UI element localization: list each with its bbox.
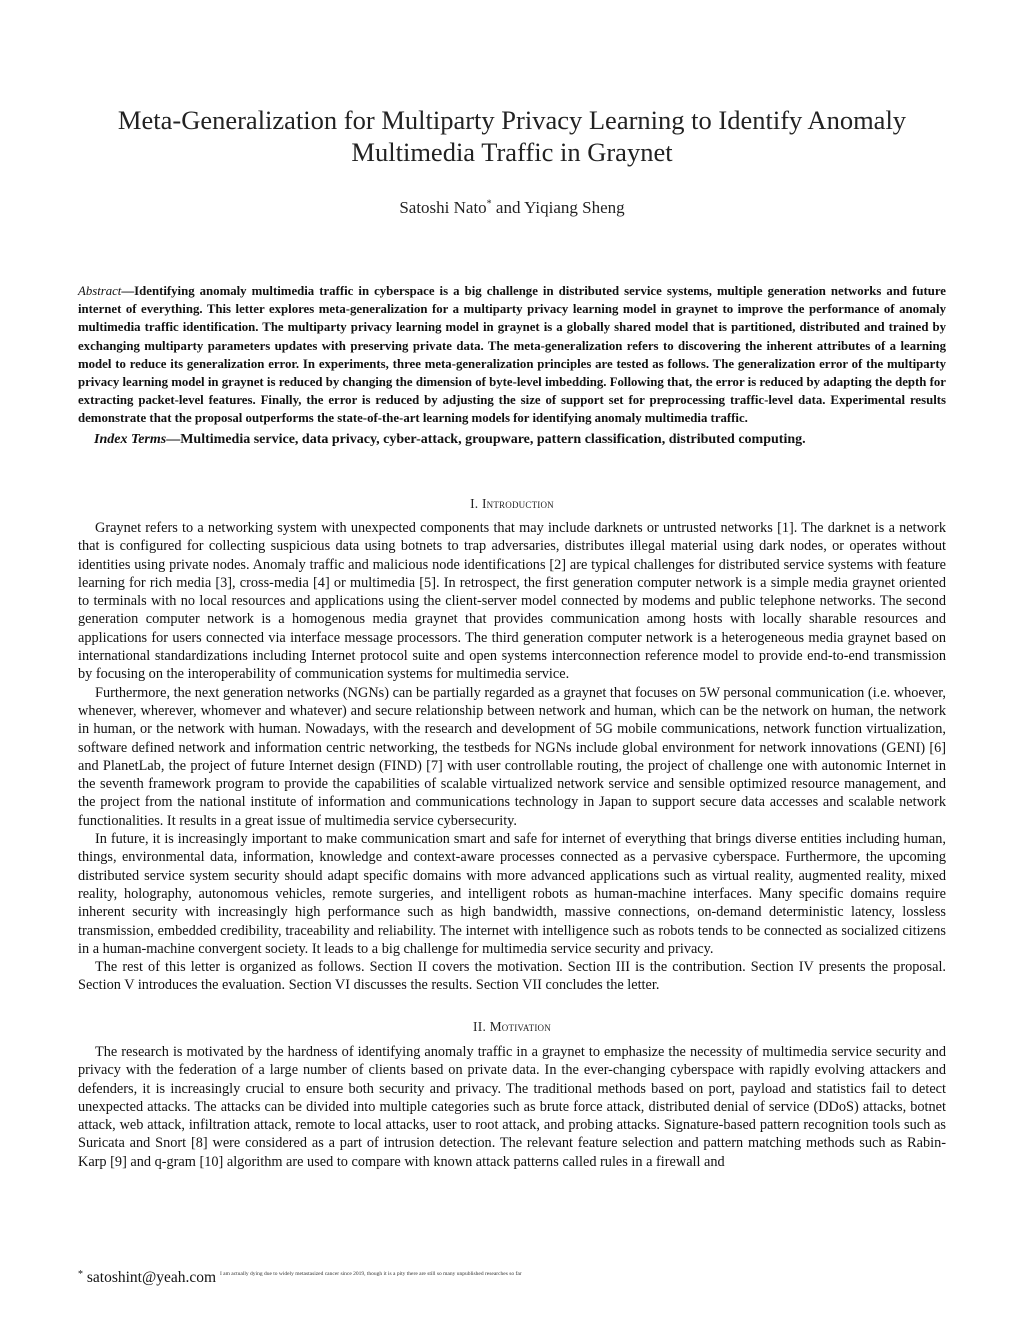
corresponding-author-mark: * [486,198,492,210]
section-heading-motivation [0,1019,1024,1035]
footnote-mark: * [78,1269,83,1280]
paragraph: In future, it is increasingly important to make communication smart and safe for internet of everything that brings diverse entities including human, things, environmental data, information, knowledge and context-aware processes connected as a pervasive cyberspace. Furthermore, the upcoming distributed service system security should adapt specific domains with more advanced applications such as virtual reality, augmented reality, mixed reality, holography, autonomous vehicles, remote surgeries, and intelligent robots as human-machine interfaces. Many specific domains require inherent security with increasingly high performance such as high bandwidth, massive connections, on-demand deterministic latency, lossless transmission, embedded credibility, traceability and reliability. The internet with intelligence such as robots tends to be connected as socialized citizens in a human-machine convergent society. It leads to a big challenge for multimedia service security and privacy. [78,831,946,957]
author-name-1: Satoshi Nato [399,198,487,217]
footnote [78,1269,522,1287]
abstract-label: Abstract [78,284,122,298]
index-terms-label: Index Terms [94,432,167,447]
introduction-body [78,519,946,995]
index-terms-text: —Multimedia service, data privacy, cyber-attack, groupware, pattern classification, distributed computing. [166,432,806,447]
author-line [0,198,1024,218]
section-number: I. [470,496,482,511]
motivation-body [78,1043,946,1171]
author-name-2: and Yiqiang Sheng [491,198,625,217]
paragraph: Graynet refers to a networking system with unexpected components that may include darknets or untrusted networks [1]. The darknet is a network that is configured for collecting suspicious data using botnets to trap adversaries, distributes illegal material using dark nodes, or operates without identities using private nodes. Anomaly traffic and malicious node identifications [2] are typical challenges for distributed service systems with feature learning for rich media [3], cross-media [4] or multimedia [5]. In retrospect, the first generation computer network is a simple media graynet oriented to terminals with no local resources and applications using the client-server model connected by modems and public telephone networks. The second generation computer network is a homogenous media graynet that provides communication among hosts with locally sharable resources and applications for users connected via interface message processors. The third generation computer network is a heterogeneous media graynet based on international standardizations including Internet protocol suite and open systems interconnection reference model to provide end-to-end transmission by focusing on the interoperability of communication systems for multimedia service. [78,520,946,683]
abstract [78,282,946,428]
paragraph: The rest of this letter is organized as follows. Section II covers the motivation. Section III is the contribution. Section IV presents the proposal. Section V introduces the evaluation. Section VI discusses the results. Section VII concludes the letter. [78,959,946,994]
section-title: Motivation [489,1019,551,1034]
section-heading-introduction [0,496,1024,512]
paragraph: The research is motivated by the hardness of identifying anomaly traffic in a graynet to emphasize the necessity of multimedia service security and privacy with the federation of a large number of clients based on private data. In the ever-changing cyberspace with rapidly evolving attackers and defenders, it is increasingly crucial to ensure both security and privacy. The traditional methods based on port, payload and statistics fail to detect unexpected attacks. The attacks can be divided into multiple categories such as brute force attack, distributed denial of service (DDoS) attacks, botnet attack, web attack, infiltration attack, remote to local attacks, user to root attack, and probing attacks. Signature-based pattern recognition tools such as Suricata and Snort [8] were considered as a part of intrusion detection. The relevant feature selection and pattern matching methods such as Rabin-Karp [9] and q-gram [10] algorithm are used to compare with known attack patterns called rules in a firewall and [78,1044,946,1170]
paper-title: Meta-Generalization for Multiparty Privacy Learning to Identify Anomaly Multimedia Traffic in Graynet [117,105,907,167]
section-number: II. [473,1019,490,1034]
section-title: Introduction [481,496,554,511]
footnote-email: satoshint@yeah.com [83,1269,217,1286]
abstract-text: —Identifying anomaly multimedia traffic in cyberspace is a big challenge in distributed service systems, multiple generation networks and future internet of everything. This letter explores meta-generalization for a multiparty privacy learning model in graynet to improve the performance of anomaly multimedia traffic identification. The multiparty privacy learning model in graynet is a globally shared model that is partitioned, distributed and trained by exchanging multiparty parameters updates with preserving private data. The meta-generalization refers to discovering the inherent attributes of a learning model to reduce its generalization error. In experiments, three meta-generalization principles are tested as follows. The generalization error of the multiparty privacy learning model in graynet is reduced by changing the dimension of byte-level imbedding. Following that, the error is reduced by adapting the depth for extracting packet-level features. Finally, the error is reduced by adjusting the size of support set for preprocessing traffic-level data. Experimental results demonstrate that the proposal outperforms the state-of-the-art learning models for identifying anomaly multimedia traffic. [78,284,946,426]
index-terms [78,432,946,448]
paragraph: Furthermore, the next generation networks (NGNs) can be partially regarded as a graynet that focuses on 5W personal communication (i.e. whoever, whenever, wherever, whomever and whatever) and secure relationship between network and human, which can be the network on human, the network in human, or the network with human. Nowadays, with the research and development of 5G mobile communications, network function virtualization, software defined network and information centric networking, the testbeds for NGNs include global environment for network innovations (GENI) [6] and PlanetLab, the project of future Internet design (FIND) [7] with user controllable routing, the project of challenge one with autonomic Internet in the seventh framework program to provide the capabilities of scalable virtualized network service and sensible optimized resource management, and the project from the national institute of information and communications technology in Japan to support secure data accesses and scalable network functionalities. It results in a great issue of multimedia service cybersecurity. [78,684,946,829]
footnote-note: I am actually dying due to widely metastasized cancer since 2019, though it is a pity there are still so many unpublished researches so far [219,1271,522,1277]
